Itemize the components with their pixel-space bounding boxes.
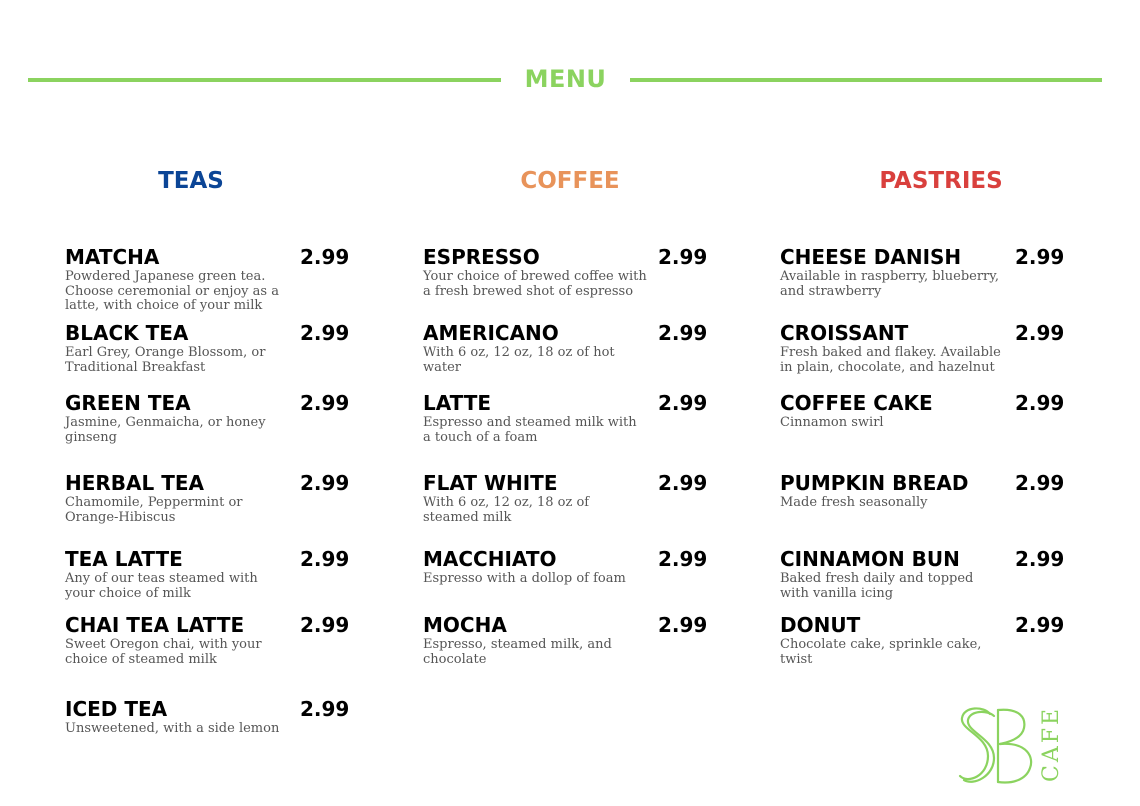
item-price: 2.99 <box>658 391 708 415</box>
header-rule-right <box>630 78 1102 82</box>
item-description: Cinnamon swirl <box>780 415 884 430</box>
item-name: MOCHA <box>423 613 507 637</box>
item-name: PUMPKIN BREAD <box>780 471 969 495</box>
item-price: 2.99 <box>1015 547 1065 571</box>
item-name: BLACK TEA <box>65 321 189 345</box>
header-rule-left <box>28 78 501 82</box>
item-price: 2.99 <box>658 321 708 345</box>
item-description: Fresh baked and flakey. Available in plain, chocolate, and hazelnut <box>780 345 1001 375</box>
item-description: Jasmine, Genmaicha, or honey ginseng <box>65 415 266 445</box>
item-description: Available in raspberry, blueberry, and strawberry <box>780 269 1000 299</box>
section-title-coffee: COFFEE <box>520 168 620 194</box>
item-name: MACCHIATO <box>423 547 557 571</box>
item-name: FLAT WHITE <box>423 471 558 495</box>
item-price: 2.99 <box>1015 321 1065 345</box>
item-price: 2.99 <box>658 613 708 637</box>
item-price: 2.99 <box>658 245 708 269</box>
item-price: 2.99 <box>300 547 350 571</box>
item-name: CHEESE DANISH <box>780 245 962 269</box>
item-price: 2.99 <box>658 471 708 495</box>
item-description: Unsweetened, with a side lemon <box>65 721 280 736</box>
item-description: Sweet Oregon chai, with your choice of steamed milk <box>65 637 262 667</box>
section-title-teas: TEAS <box>158 168 224 194</box>
item-description: Espresso and steamed milk with a touch of a foam <box>423 415 637 445</box>
item-price: 2.99 <box>1015 391 1065 415</box>
item-description: Espresso with a dollop of foam <box>423 571 626 586</box>
item-price: 2.99 <box>1015 613 1065 637</box>
section-title-pastries: PASTRIES <box>879 168 1003 194</box>
item-description: Espresso, steamed milk, and chocolate <box>423 637 612 667</box>
item-name: CROISSANT <box>780 321 909 345</box>
item-description: Chamomile, Peppermint or Orange-Hibiscus <box>65 495 243 525</box>
item-description: Powdered Japanese green tea. Choose ceremonial or enjoy as a latte, with choice of your milk <box>65 269 279 313</box>
menu-title: MENU <box>524 65 607 93</box>
item-price: 2.99 <box>300 471 350 495</box>
sb-cafe-logo-mark <box>954 704 1064 788</box>
item-name: AMERICANO <box>423 321 559 345</box>
item-price: 2.99 <box>300 697 350 721</box>
item-description: With 6 oz, 12 oz, 18 oz of hot water <box>423 345 615 375</box>
item-name: MATCHA <box>65 245 160 269</box>
item-name: CINNAMON BUN <box>780 547 960 571</box>
item-name: DONUT <box>780 613 861 637</box>
item-name: LATTE <box>423 391 492 415</box>
item-price: 2.99 <box>300 245 350 269</box>
item-price: 2.99 <box>300 613 350 637</box>
item-description: Chocolate cake, sprinkle cake, twist <box>780 637 982 667</box>
item-price: 2.99 <box>1015 471 1065 495</box>
item-name: GREEN TEA <box>65 391 191 415</box>
item-name: COFFEE CAKE <box>780 391 933 415</box>
item-name: ESPRESSO <box>423 245 540 269</box>
item-description: Baked fresh daily and topped with vanilla icing <box>780 571 974 601</box>
item-description: Your choice of brewed coffee with a fresh brewed shot of espresso <box>423 269 647 299</box>
item-price: 2.99 <box>1015 245 1065 269</box>
item-description: Earl Grey, Orange Blossom, or Traditional Breakfast <box>65 345 266 375</box>
item-price: 2.99 <box>300 321 350 345</box>
item-name: HERBAL TEA <box>65 471 205 495</box>
item-description: With 6 oz, 12 oz, 18 oz of steamed milk <box>423 495 590 525</box>
item-name: CHAI TEA LATTE <box>65 613 245 637</box>
item-price: 2.99 <box>300 391 350 415</box>
logo-word-cafe: CAFE <box>1039 705 1064 782</box>
item-description: Any of our teas steamed with your choice of milk <box>65 571 258 601</box>
sb-cafe-logo <box>954 704 1064 788</box>
item-price: 2.99 <box>658 547 708 571</box>
item-name: TEA LATTE <box>65 547 183 571</box>
menu-header <box>28 62 1102 100</box>
item-description: Made fresh seasonally <box>780 495 928 510</box>
item-name: ICED TEA <box>65 697 168 721</box>
